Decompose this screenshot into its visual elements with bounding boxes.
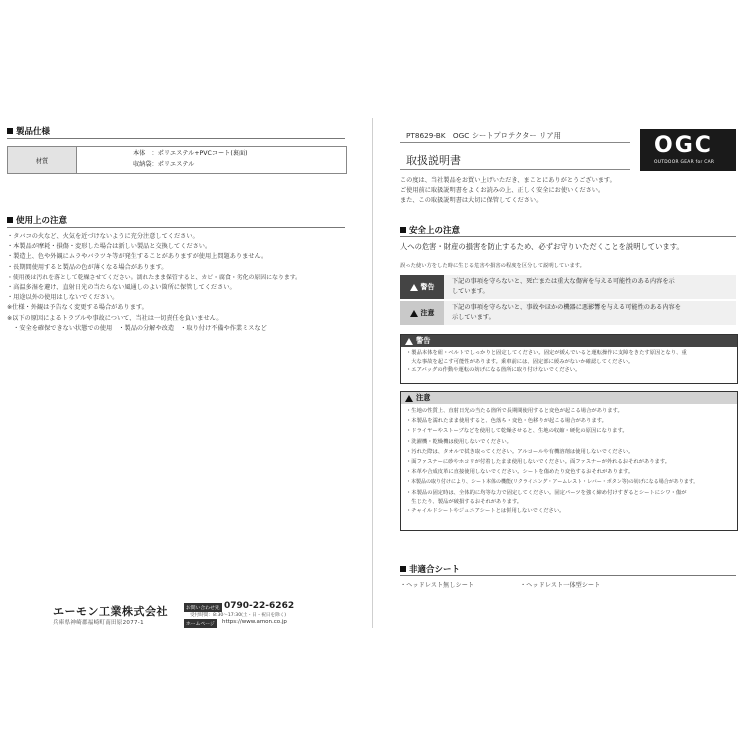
homepage-url[interactable]: https://www.amon.co.jp	[222, 619, 287, 625]
caution-desc-line: 下記の事項を守らないと、事故やほかの機器に悪影響を与える可能性のある内容を	[452, 304, 681, 311]
list-item: ・ヘッドレスト一体型シート	[520, 582, 601, 589]
incompatible-heading-text: 非適合シート	[409, 565, 461, 575]
list-item: ・本製品が摩耗・損傷・変形した場合は新しい製品と交換してください。	[7, 243, 212, 251]
list-item: ※以下の原因によるトラブルや事故について、当社は一切責任を負いません。	[7, 314, 223, 322]
list-item: ・用途以外の使用はしないでください。	[7, 294, 119, 302]
list-item: 大な事故を起こす可能性があります。乗車前には、固定部に緩みがないか確認してください。	[406, 358, 634, 365]
safety-heading	[400, 224, 460, 236]
incompatible-heading	[400, 563, 460, 575]
list-item: ・タバコの火など、火気を近づけないように充分注意してください。	[7, 233, 199, 240]
safety-sub: 誤った使い方をした時に生じる危害や損害の程度を区分して説明しています。	[400, 263, 585, 269]
caution-box-header	[401, 392, 737, 404]
inquiry-label: お問い合わせ先	[184, 603, 222, 612]
intro-text	[400, 176, 616, 207]
caution-tag-label: 注意	[420, 309, 435, 317]
divider	[400, 575, 736, 576]
list-item: ・高温多湿を避け、直射日光の当たらない風通しのよい箇所に保管してください。	[7, 284, 236, 292]
spec-line: 収納袋：ポリエステル	[133, 160, 195, 168]
caution-tag	[400, 301, 444, 325]
list-item: ・使用後は汚れを落として乾燥させてください。濡れたまま保管すると、カビ・腐食・劣化の原因になります。	[7, 274, 302, 281]
usage-caution-list	[7, 232, 301, 334]
list-item: ・面ファスナーに砂やホコリが付着したまま使用しないでください。面ファスナーが外れるおそれがあります。	[406, 459, 670, 466]
caution-box-title: 注意	[416, 393, 431, 402]
warning-box	[400, 334, 738, 384]
usage-caution-heading-text: 使用上の注意	[16, 216, 68, 226]
spec-heading	[7, 125, 50, 137]
list-item: ・本製品を濡れたまま使用すると、色落ち・変色・色移りが起こる場合があります。	[406, 418, 607, 425]
list-item: ・本革や合成皮革に直接使用しないでください。シートを傷めたり変色するおそれがあります。	[406, 469, 634, 476]
divider	[7, 227, 345, 228]
company-address: 兵庫県神崎郡福崎町南田原2077-1	[53, 620, 144, 626]
list-item: ・ドライヤーやストーブなどを使用して乾燥させると、生地の収縮・硬化の原因になります。	[406, 428, 628, 435]
warning-triangle-icon	[405, 338, 413, 345]
list-item: ・洗濯機・乾燥機は使用しないでください。	[406, 438, 512, 445]
list-item: ・製品本体を紐・ベルトでしっかりと固定してください。固定が緩んでいると運転操作に支障をきたす原因となり、重	[406, 350, 687, 356]
caution-triangle-icon	[405, 395, 413, 402]
list-item: ・長期間使用すると製品の色が薄くなる場合があります。	[7, 263, 168, 271]
spec-table	[7, 146, 347, 174]
manual-title-bar	[400, 150, 630, 170]
caution-triangle-icon	[410, 310, 418, 317]
list-item: ※仕様・外観は予告なく変更する場合があります。	[7, 304, 148, 312]
ogc-logo	[640, 129, 736, 171]
spec-heading-text: 製品仕様	[16, 127, 51, 137]
intro-line: また、この取扱説明書は大切に保管してください。	[400, 197, 543, 205]
divider	[400, 236, 736, 237]
list-item: 生じたり、製品が破損するおそれがあります。	[406, 498, 523, 505]
list-item: ・本製品の取り付けにより、シート本体の機能(リクライニング・アームレスト・レバー・ボタン等)の妨げになる場合があります。	[406, 479, 699, 486]
logo-subtitle: OUTDOOR GEAR for CAR	[654, 160, 715, 165]
list-item: ・ヘッドレスト無しシート	[400, 582, 475, 589]
warning-triangle-icon	[410, 284, 418, 291]
caution-box	[400, 391, 738, 531]
list-item: ・安全を確保できない状態での使用 ・製品の分解や改造 ・取り付け不備や作業ミスなど	[7, 324, 267, 332]
safety-heading-text: 安全上の注意	[409, 226, 461, 236]
business-hours: 受付時間：8:30〜17:30(土・日・祝日を除く)	[190, 613, 287, 618]
company-name: エーモン工業株式会社	[53, 605, 168, 618]
warning-level-row	[400, 275, 736, 299]
list-item: ・製造上、色や外観にムラやバラツキ等が発生することがありますが使用上問題ありません。	[7, 253, 268, 261]
page-gutter	[372, 118, 373, 628]
heading-square-icon	[400, 227, 406, 233]
caution-desc-line: 示しています。	[452, 314, 495, 321]
spec-value	[77, 147, 346, 173]
homepage-label: ホームページ	[184, 619, 217, 628]
warning-tag-label: 警告	[420, 283, 435, 291]
product-line: PT8629-BK OGC シートプロテクター リア用	[406, 130, 561, 140]
list-item: ・本製品の固定時は、全体的に均等な力で固定してください。固定パーツを強く締め付けすぎるとシートにシワ・傷が	[406, 489, 687, 496]
warning-desc-line: しています。	[452, 288, 489, 295]
safety-lead: 人への危害・財産の損害を防止するため、必ずお守りいただくことを説明しています。	[400, 242, 684, 251]
phone-number: 0790-22-6262	[224, 601, 295, 611]
caution-level-row	[400, 301, 736, 325]
warning-box-title: 警告	[416, 336, 431, 345]
spec-line: 本体 ：ポリエステル+PVCコート(裏面)	[133, 150, 248, 157]
spec-label: 材質	[8, 147, 77, 173]
list-item: ・生地の性質上、直射日光の当たる箇所で長期間使用すると変色が起こる場合があります。	[406, 408, 623, 414]
divider	[7, 138, 345, 139]
list-item: ・汚れた際は、タオルで拭き取ってください。アルコールや有機溶剤は使用しないでください。	[406, 448, 634, 455]
product-line-bar	[400, 129, 630, 143]
heading-square-icon	[400, 566, 406, 572]
intro-line: ご使用前に取扱説明書をよくお読みの上、正しく安全にお使いください。	[400, 187, 605, 195]
warning-desc-line: 下記の事項を守らないと、死亡または重大な傷害を与える可能性のある内容を示	[452, 278, 675, 285]
warning-box-header	[401, 335, 737, 347]
manual-title: 取扱説明書	[406, 153, 461, 167]
caution-box-body	[401, 404, 737, 517]
heading-square-icon	[7, 128, 13, 134]
logo-text: OGC	[654, 133, 713, 158]
heading-square-icon	[7, 217, 13, 223]
warning-tag	[400, 275, 444, 299]
usage-caution-heading	[7, 214, 67, 226]
caution-description	[444, 301, 736, 325]
list-item: ・チャイルドシートやジュニアシートとは併用しないでください。	[406, 508, 565, 515]
warning-box-body	[401, 347, 737, 375]
list-item: ・エアバッグの作動や運転の妨げになる箇所に取り付けないでください。	[406, 367, 581, 374]
warning-description	[444, 275, 736, 299]
intro-line: この度は、当社製品をお買い上げいただき、まことにありがとうございます。	[400, 177, 616, 184]
